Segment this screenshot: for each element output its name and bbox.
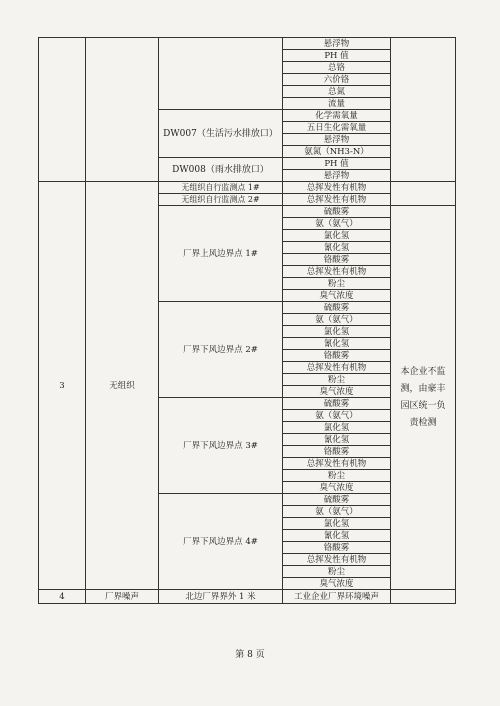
boundary-point: 厂界下风边界点 2# [159, 302, 283, 398]
serial-cell-prev [39, 38, 86, 182]
monitor-item: 氰化氢 [283, 530, 391, 542]
monitor-item: 氨（氨气） [283, 506, 391, 518]
remark-cell-empty [391, 182, 456, 206]
monitor-item: 粉尘 [283, 470, 391, 482]
monitor-item: 氯化氢 [283, 326, 391, 338]
monitor-item: 总铬 [283, 62, 391, 74]
category-cell-prev [86, 38, 159, 182]
monitor-item: 氰化氢 [283, 434, 391, 446]
remark-cell: 本企业不监测，由豪丰园区统一负责检测 [391, 206, 456, 590]
monitor-item: 总挥发性有机物 [283, 182, 391, 194]
monitor-item: PH 值 [283, 158, 391, 170]
monitor-item: 臭气浓度 [283, 578, 391, 590]
monitor-item: 粉尘 [283, 374, 391, 386]
monitor-item: 悬浮物 [283, 134, 391, 146]
monitor-item: 氨（氨气） [283, 218, 391, 230]
noise-point: 北边厂界界外 1 米 [159, 590, 283, 604]
monitor-item: 铬酸雾 [283, 254, 391, 266]
monitoring-table [38, 37, 456, 604]
monitor-item: 总挥发性有机物 [283, 554, 391, 566]
monitor-item: 流量 [283, 98, 391, 110]
monitor-item: 氯化氢 [283, 230, 391, 242]
monitor-item: 硫酸雾 [283, 302, 391, 314]
remark-cell-prev [391, 38, 456, 182]
monitor-item: 硫酸雾 [283, 206, 391, 218]
page-number: 第 8 页 [235, 650, 265, 660]
monitor-item: 氨氮（NH3-N） [283, 146, 391, 158]
monitor-item: 臭气浓度 [283, 482, 391, 494]
monitor-item: 氯化氢 [283, 422, 391, 434]
monitor-item: 氰化氢 [283, 338, 391, 350]
category-noise: 厂界噪声 [86, 590, 159, 604]
monitor-item: 总挥发性有机物 [283, 266, 391, 278]
monitor-item: 臭气浓度 [283, 386, 391, 398]
monitor-item: 铬酸雾 [283, 350, 391, 362]
category-wuzuzhi: 无组织 [86, 182, 159, 590]
monitor-item: 五日生化需氧量 [283, 122, 391, 134]
boundary-point: 厂界上风边界点 1# [159, 206, 283, 302]
monitor-item: 总挥发性有机物 [283, 458, 391, 470]
monitor-item: 总氮 [283, 86, 391, 98]
monitor-item: 悬浮物 [283, 170, 391, 182]
monitor-item: 粉尘 [283, 566, 391, 578]
monitor-item: 铬酸雾 [283, 446, 391, 458]
boundary-point: 厂界下风边界点 3# [159, 398, 283, 494]
monitor-item: 氯化氢 [283, 518, 391, 530]
monitor-item: 氨（氨气） [283, 410, 391, 422]
monitor-item: 氰化氢 [283, 242, 391, 254]
monitor-item: 硫酸雾 [283, 398, 391, 410]
serial-4: 4 [39, 590, 86, 604]
boundary-point: 厂界下风边界点 4# [159, 494, 283, 590]
monitor-item: PH 值 [283, 50, 391, 62]
outlet-dw007: DW007（生活污水排放口） [159, 110, 283, 158]
monitor-item: 总挥发性有机物 [283, 194, 391, 206]
monitor-item: 化学需氧量 [283, 110, 391, 122]
monitor-item: 氨（氨气） [283, 314, 391, 326]
remark-cell-empty [391, 590, 456, 604]
monitor-item: 铬酸雾 [283, 542, 391, 554]
outlet-dw008: DW008（雨水排放口） [159, 158, 283, 182]
monitor-item: 工业企业厂界环境噪声 [283, 590, 391, 604]
monitor-item: 硫酸雾 [283, 494, 391, 506]
monitor-item: 粉尘 [283, 278, 391, 290]
self-monitor-point: 无组织自行监测点 2# [159, 194, 283, 206]
monitor-item: 六价铬 [283, 74, 391, 86]
monitor-item: 悬浮物 [283, 38, 391, 50]
self-monitor-point: 无组织自行监测点 1# [159, 182, 283, 194]
monitor-item: 臭气浓度 [283, 290, 391, 302]
serial-3: 3 [39, 182, 86, 590]
outlet-cell-prev [159, 38, 283, 110]
monitor-item: 总挥发性有机物 [283, 362, 391, 374]
